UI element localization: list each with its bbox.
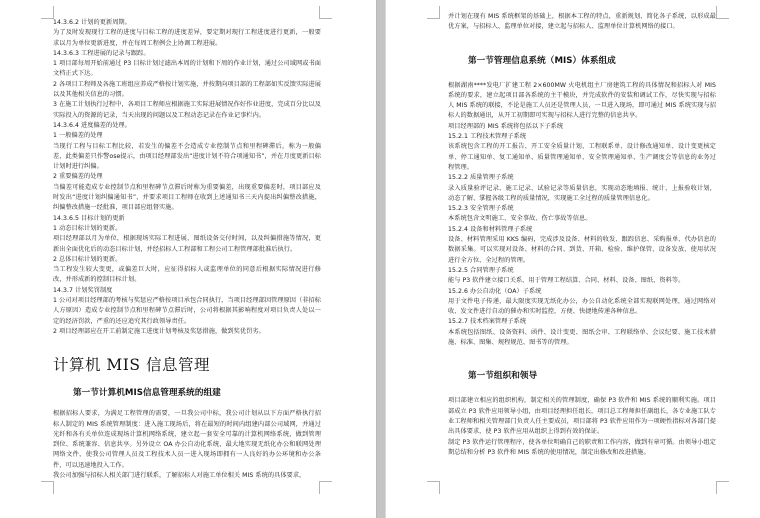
paragraph: 14.3.6.4 进度偏差的处理。 bbox=[53, 121, 131, 129]
paragraph: 2 总体目标计划的更新。 bbox=[53, 255, 122, 263]
paragraph: 为了及时发现现行工程的进度与目标工程的进度差异，要定期对现行工程进度进行更新，一般要求以月为单位更新进度，并在每周工程例会上协调工程进展。 bbox=[53, 29, 321, 47]
paragraph: 2 项目经理部应在开工前制定施工进度计划考核及奖惩措施，做到奖优罚劣。 bbox=[53, 327, 265, 335]
paragraph: 用于文件电子传递，最大限度实现无纸化办公，办公自动化系统全部实现联网处理，通过网络对收、发文件进行自动的催办和实时监控，方便、快捷地传递各种信息。 bbox=[448, 297, 716, 316]
section-title: 第一节计算机MIS信息管理系统的组建 bbox=[73, 388, 221, 399]
paragraph: 制定 P3 软件运行管理程序，使各单位明确自己的职责和工作内容，做到有章可循。由领导小组定期总结和分析 P3 软件和 MIS 系统的使用情况，制定出修改和改进措施。 bbox=[448, 438, 716, 456]
paragraph: 当现行工程与目标工程比较，若发生的偏差不会造成专业控制节点和里程碑滞后，称为一般偏差，此类偏差只作警ose提示，由项目经理部发出“进度计划不符合项通知书”，并在月度更新目标计划时进行纠偏。 bbox=[53, 142, 321, 171]
paragraph: 1 项目部每周开始前通过 P3 目标计划过滤出本周的计划和下周的作业计划，通过公司域网或书面文档正式下达。 bbox=[53, 60, 321, 78]
paragraph: 14.3.6.3 工程进展的记录与跟踪。 bbox=[53, 49, 150, 57]
crop-mark-bottom-left bbox=[427, 481, 440, 494]
paragraph: 15.2.3 安全管理子系统 bbox=[448, 205, 514, 213]
paragraph: 根据招标人要求，为满足工程管理的需要，一旦我公司中标，我公司计划从以下方面严格执行招标人制定的 MIS 系统管理制度：进入施工现场后，将在最短的时间内组建内部公司域网，并通过光纤和各有关单位连成现场计算机网络系统，建立起一套安全可靠的计算机网络系统，做到管理到位、系统兼容、信息共享。另外设立 OA 办公自动化系统，最大地实现无纸化办公和联网处理网络文件，使我公司管理人员及工程技术人员一进入现场即拥有一人良好的办公环境和办公条件，可以迅速地投入工作。 bbox=[53, 410, 321, 469]
paragraph: 1 动态目标计划的更新。 bbox=[53, 224, 122, 232]
paragraph: 1 公司对项目经理部的考核与奖惩应严格按项目承包合同执行，当项目经理部因管理原因（非招标人方原因）造成专业控制节点和里程碑节点滞后时，公司将根据其影响程度对项目负责人处以一定的经济罚款，严重的还应追究其行政领导责任。 bbox=[53, 297, 321, 325]
paragraph: 15.2.6 办公自动化（OA）子系统 bbox=[448, 287, 542, 295]
paragraph: 2 重要偏差的处理 bbox=[53, 173, 103, 181]
document-page-left bbox=[0, 0, 376, 518]
chapter-title: 计算机 MIS 信息管理 bbox=[53, 356, 210, 375]
paragraph: 该系统包含工程的开工报告、开工安全质量计划、工程联系单、设计修改通知单、设计变更核定单、停工通知单、复工通知单、质量管理通知单、安全管理通知单、生产调度会等信息的业务过程管理。 bbox=[448, 143, 716, 171]
section-title: 第一节组织和领导 bbox=[468, 371, 538, 382]
paragraph: 项目经理部以月为单位，根据现场实际工程进展，图纸设备交付时间，以及纠偏措施等情况，更新出全面优化后的动态目标计划，并经招标人工程部和工程公司工程管理部批准后执行。 bbox=[53, 235, 321, 253]
section-title: 第一节管理信息系统（MIS）体系组成 bbox=[468, 55, 616, 66]
paragraph: 1 一般偏差的处理 bbox=[53, 132, 103, 140]
document-page-right bbox=[386, 0, 760, 518]
paragraph: 能与 P3 软件建立接口关系，用于管理工程结算、合同、材料、设备、图纸、资料等。 bbox=[448, 277, 685, 285]
paragraph: 15.2.4 设备和材料管理子系统 bbox=[448, 225, 533, 233]
paragraph: 根据湖南****发电厂扩建工程 2×600MW 火电机组主厂房建筑工程的具体情况和招标人对 MIS 系统的要求，建立起项目部各系统的主干模块，并完成软件的安装和调试工作，尽快实现与招标人 MIS 系统的联接，不论是施工人员还是管理人员，一旦进入现场，即可通过 MIS 系统实现与招标人的数据通讯，从开工初期即可实现与招标人进行完整的信息共享。 bbox=[448, 81, 716, 120]
paragraph: 录入质量验评记录、施工记录、试验记录等质量信息，实现动态地填报、统计、上报验收计划，动态了解、掌握各级工程的质量情况，实现施工全过程的质量管理信息化。 bbox=[448, 184, 716, 202]
paragraph: 14.3.6.2 计划的更新周期。 bbox=[53, 19, 131, 26]
paragraph: 并计划在现有 MIS 系统框架的基础上，根据本工程的特点，重新规划、简化各子系统，以形成最优方案，与招标人、监理单位对接，建立起与招标人、监理单位计算机网络的接口。 bbox=[448, 13, 716, 31]
paragraph: 15.2.2 质量管理子系统 bbox=[448, 174, 514, 182]
paragraph: 设备、材料管理采用 KKS 编码，完成涉及设备、材料的收发、跟踪信息、采购报单、代办信息的数据采集。可以实现对设备、材料的合同、到货、开箱、检验、维护保管、设备发放、使用状况进行全方位、全过程的管理。 bbox=[448, 236, 716, 264]
page-gutter bbox=[376, 0, 386, 518]
paragraph: 本系统包含文明施工、安全事故、伤亡事故等信息。 bbox=[448, 215, 592, 223]
paragraph: 15.2.7 技术档案管理子系统 bbox=[448, 318, 527, 326]
paragraph: 15.2.5 合同管理子系统 bbox=[448, 266, 514, 274]
paragraph: 14.3.6.5 目标计划的更新 bbox=[53, 214, 125, 222]
paragraph: 14.3.7 计划奖罚制度 bbox=[53, 286, 113, 294]
crop-mark-bottom-right bbox=[319, 481, 332, 494]
crop-mark-top-right bbox=[716, 6, 729, 19]
paragraph: 15.2.1 工程技术管理子系统 bbox=[448, 133, 527, 141]
page-right-body bbox=[448, 12, 716, 458]
paragraph: 2 各项目工程师及各施工班组应养成严格按计划实施，并按期向项目部的工程部如实反馈实际进展以及其他相关信息的习惯。 bbox=[53, 80, 321, 99]
paragraph: 我公司加强与招标人相关部门进行联系，了解招标人对施工单位相关 MIS 系统的具体要求， bbox=[53, 471, 306, 479]
paragraph: 3 在施工计划执行过程中，各项目工程师应根据施工实际进展情况作好作业进度，完成百分比以及实际投入的资源的记录，当天出现的问题以及工程动态记录在作业记事栏内。 bbox=[53, 101, 321, 119]
paragraph: 项目经理部的 MIS 系统将包括以下子系统 bbox=[448, 122, 564, 130]
paragraph: 项目部建立相应的组织机构，制定相关的管理制度，确保 P3 软件和 MIS 系统的顺利实施。项目部成立 P3 软件应用领导小组，由项目经理担任组长，项目总工程师担任副组长，各专业施工队专业工程师和相关管理部门负责人任主要成员，项目部将 P3 软件应用作为一项硬性指标对各部门提出具体要求，使 P3 软件应用从组织上得到有效的保证。 bbox=[448, 397, 716, 436]
crop-mark-top-left bbox=[427, 6, 440, 19]
crop-mark-bottom-left bbox=[41, 481, 54, 494]
paragraph: 当工程发生较大变更，或偏差巨大时，应征得招标人或监理单位的同意后根据实际情况进行修改，并形成新的控制目标计划。 bbox=[53, 266, 321, 284]
page-left-body bbox=[53, 18, 321, 481]
crop-mark-bottom-right bbox=[716, 481, 729, 494]
paragraph: 当偏差可能造成专业控制节点和里程碑节点滞后时称为重要偏差，出现重要偏差时，项目部应及时发出“进度计划纠偏通知书”，并要求项目工程师在收到上述通知书三天内提出纠偏整改措施，纠偏整改措施一经批准，项目部应组督实施。 bbox=[53, 183, 321, 212]
paragraph: 本系统包括图纸、设备资料、函件、设计变更、图纸会审、工程联络单、会议纪要、施工技术措施、标准、图集、规程规范、图书等的管理。 bbox=[448, 328, 716, 347]
